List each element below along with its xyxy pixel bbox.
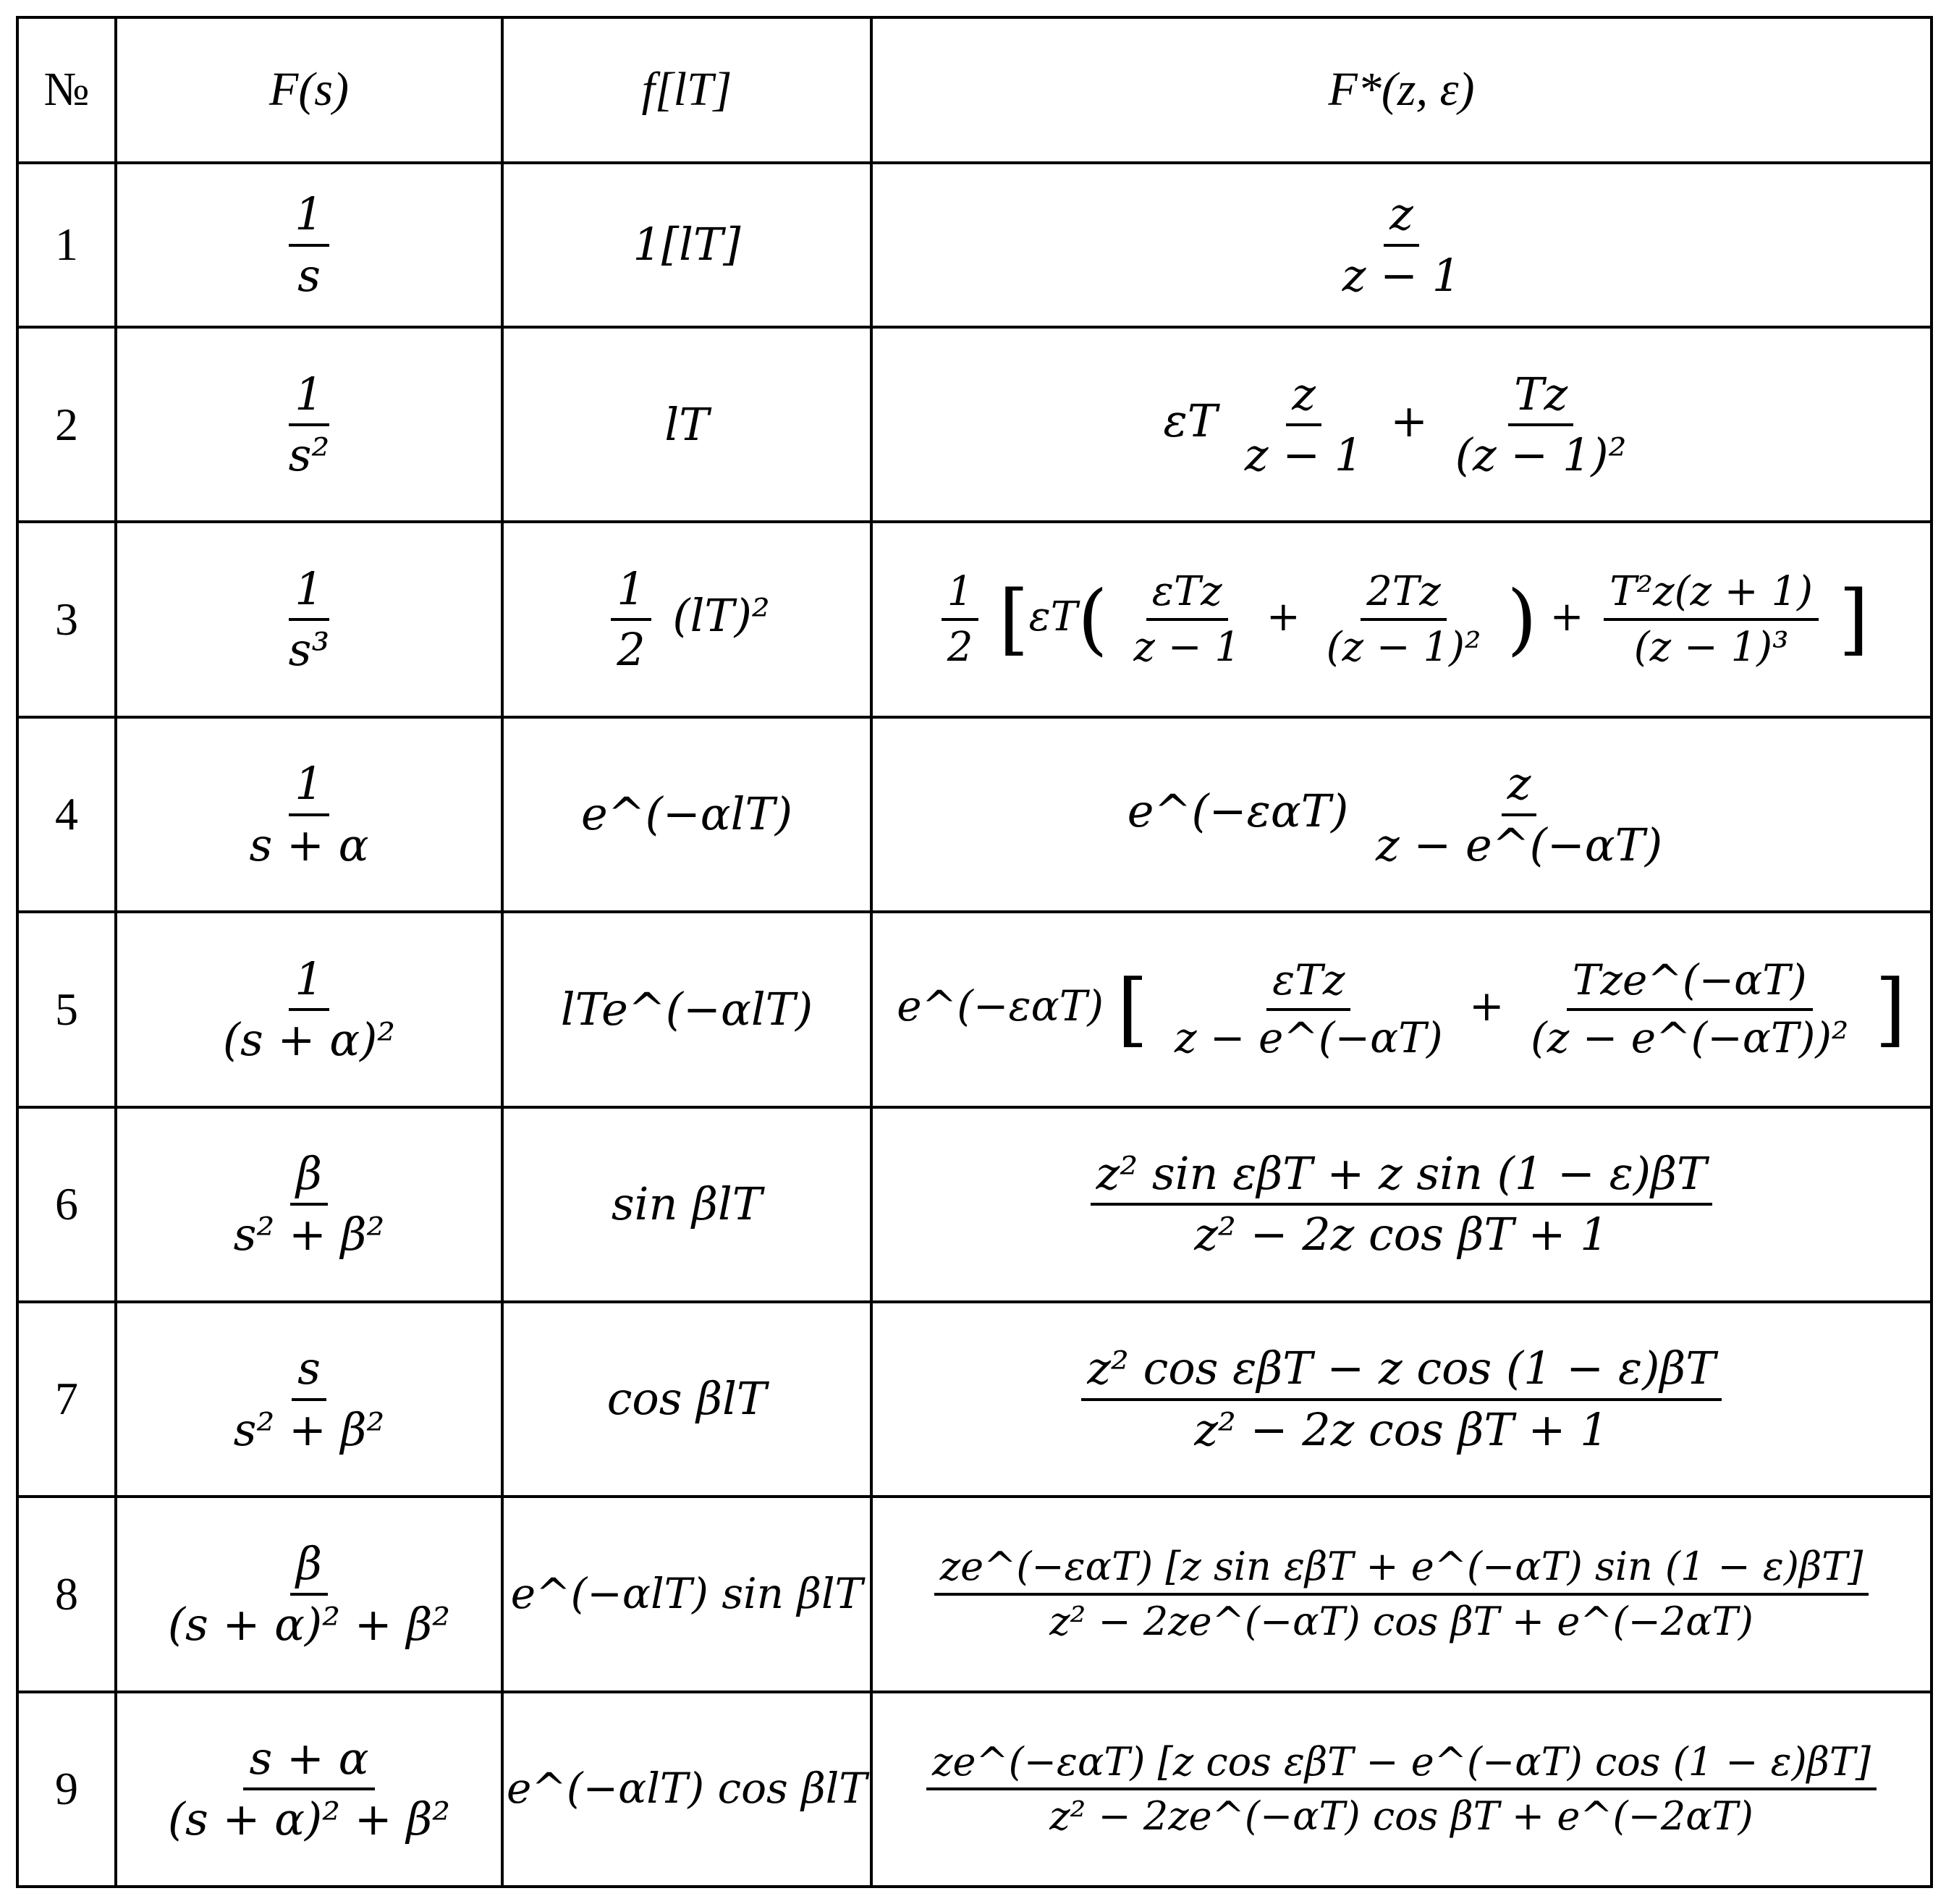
z-transform-table [16,16,1933,1888]
table-row [17,163,1932,327]
laplace-cell: $\frac{\beta}{\text{(s + α)² + β²}}$ [116,1497,502,1691]
time-cell: e^(−αlT) cos βlT [502,1692,871,1887]
header-modified-z: F*(z, ε) [871,17,1932,163]
table-row [17,717,1932,912]
row-number: 5 [17,912,116,1107]
table-row [17,522,1932,716]
table-row [17,912,1932,1107]
laplace-cell: $\frac{1}{\text{s²}}$ [116,327,502,522]
z-cell: $\frac{1}{2}$ [εT( $\frac{\text{εTz}}{z - 1}$ + $\frac{2Tz}{\text{(z − 1)²}}$ ) + $\frac{\text{T²z(z + 1)}}{\text{(z − 1)³}}$ ] [871,522,1932,716]
row-number: 6 [17,1107,116,1302]
time-cell: lTe^(−αlT) [502,912,871,1107]
table-row [17,327,1932,522]
laplace-cell: $\frac{1}{\text{s³}}$ [116,522,502,716]
z-cell: εT $\frac{z}{z - 1}$ + $\frac{Tz}{\text{(z − 1)²}}$ [871,327,1932,522]
table-row [17,1107,1932,1302]
row-number: 4 [17,717,116,912]
laplace-cell: $\frac{s + \alpha}{\text{(s + α)² + β²}}$ [116,1692,502,1887]
z-cell: e^(−εαT) $\frac{z}{z - e\^{}(-\alpha T)}$ [871,717,1932,912]
laplace-cell: $\frac{1}{s}$ [116,163,502,327]
row-number: 7 [17,1302,116,1497]
time-cell: $\frac{1}{2}$ (lT)² [502,522,871,716]
time-cell: 1[lT] [502,163,871,327]
header-row [17,17,1932,163]
row-number: 9 [17,1692,116,1887]
row-number: 1 [17,163,116,327]
time-cell: e^(−αlT) sin βlT [502,1497,871,1691]
table-row [17,1692,1932,1887]
time-cell: sin βlT [502,1107,871,1302]
row-number: 2 [17,327,116,522]
time-cell: e^(−αlT) [502,717,871,912]
header-time: f[lT] [502,17,871,163]
table-row [17,1302,1932,1497]
time-cell: lT [502,327,871,522]
laplace-cell: $\frac{1}{s + \alpha}$ [116,717,502,912]
laplace-cell: $\frac{1}{\text{(s + α)²}}$ [116,912,502,1107]
laplace-cell: $\frac{s}{\text{s² + β²}}$ [116,1302,502,1497]
z-cell: $\frac{\text{ze\textasciicircum{}(−εαT) [z sin εβT + e\textasciicircum{}(−αT) sin (1 − ε)βT]}}{\text{z² − 2ze\textasciicircum{}(−αT) cos βT + e\textasciicircum{}(−2αT)}}$ [871,1497,1932,1691]
z-cell: $\frac{z}{z - 1}$ [871,163,1932,327]
row-number: 8 [17,1497,116,1691]
laplace-cell: $\frac{\beta}{\text{s² + β²}}$ [116,1107,502,1302]
z-cell: e^(−εαT) [ $\frac{\text{εTz}}{z - e\^{}(-\alpha T)}$ + $\frac{\text{Tze\textasciicircum{}(−αT)}}{\text{(z − e\textasciicircum{}(−αT))²}}$ ] [871,912,1932,1107]
row-number: 3 [17,522,116,716]
z-cell: $\frac{\text{ze\textasciicircum{}(−εαT) [z cos εβT − e\textasciicircum{}(−αT) cos (1 − ε)βT]}}{\text{z² − 2ze\textasciicircum{}(−αT) cos βT + e\textasciicircum{}(−2αT)}}$ [871,1692,1932,1887]
z-cell: $\frac{\text{z² sin εβT + z sin (1 − ε)βT}}{\text{z² − 2z cos βT + 1}}$ [871,1107,1932,1302]
z-cell: $\frac{\text{z² cos εβT − z cos (1 − ε)βT}}{\text{z² − 2z cos βT + 1}}$ [871,1302,1932,1497]
time-cell: cos βlT [502,1302,871,1497]
header-number: № [17,17,116,163]
table-row [17,1497,1932,1691]
header-laplace: F(s) [116,17,502,163]
